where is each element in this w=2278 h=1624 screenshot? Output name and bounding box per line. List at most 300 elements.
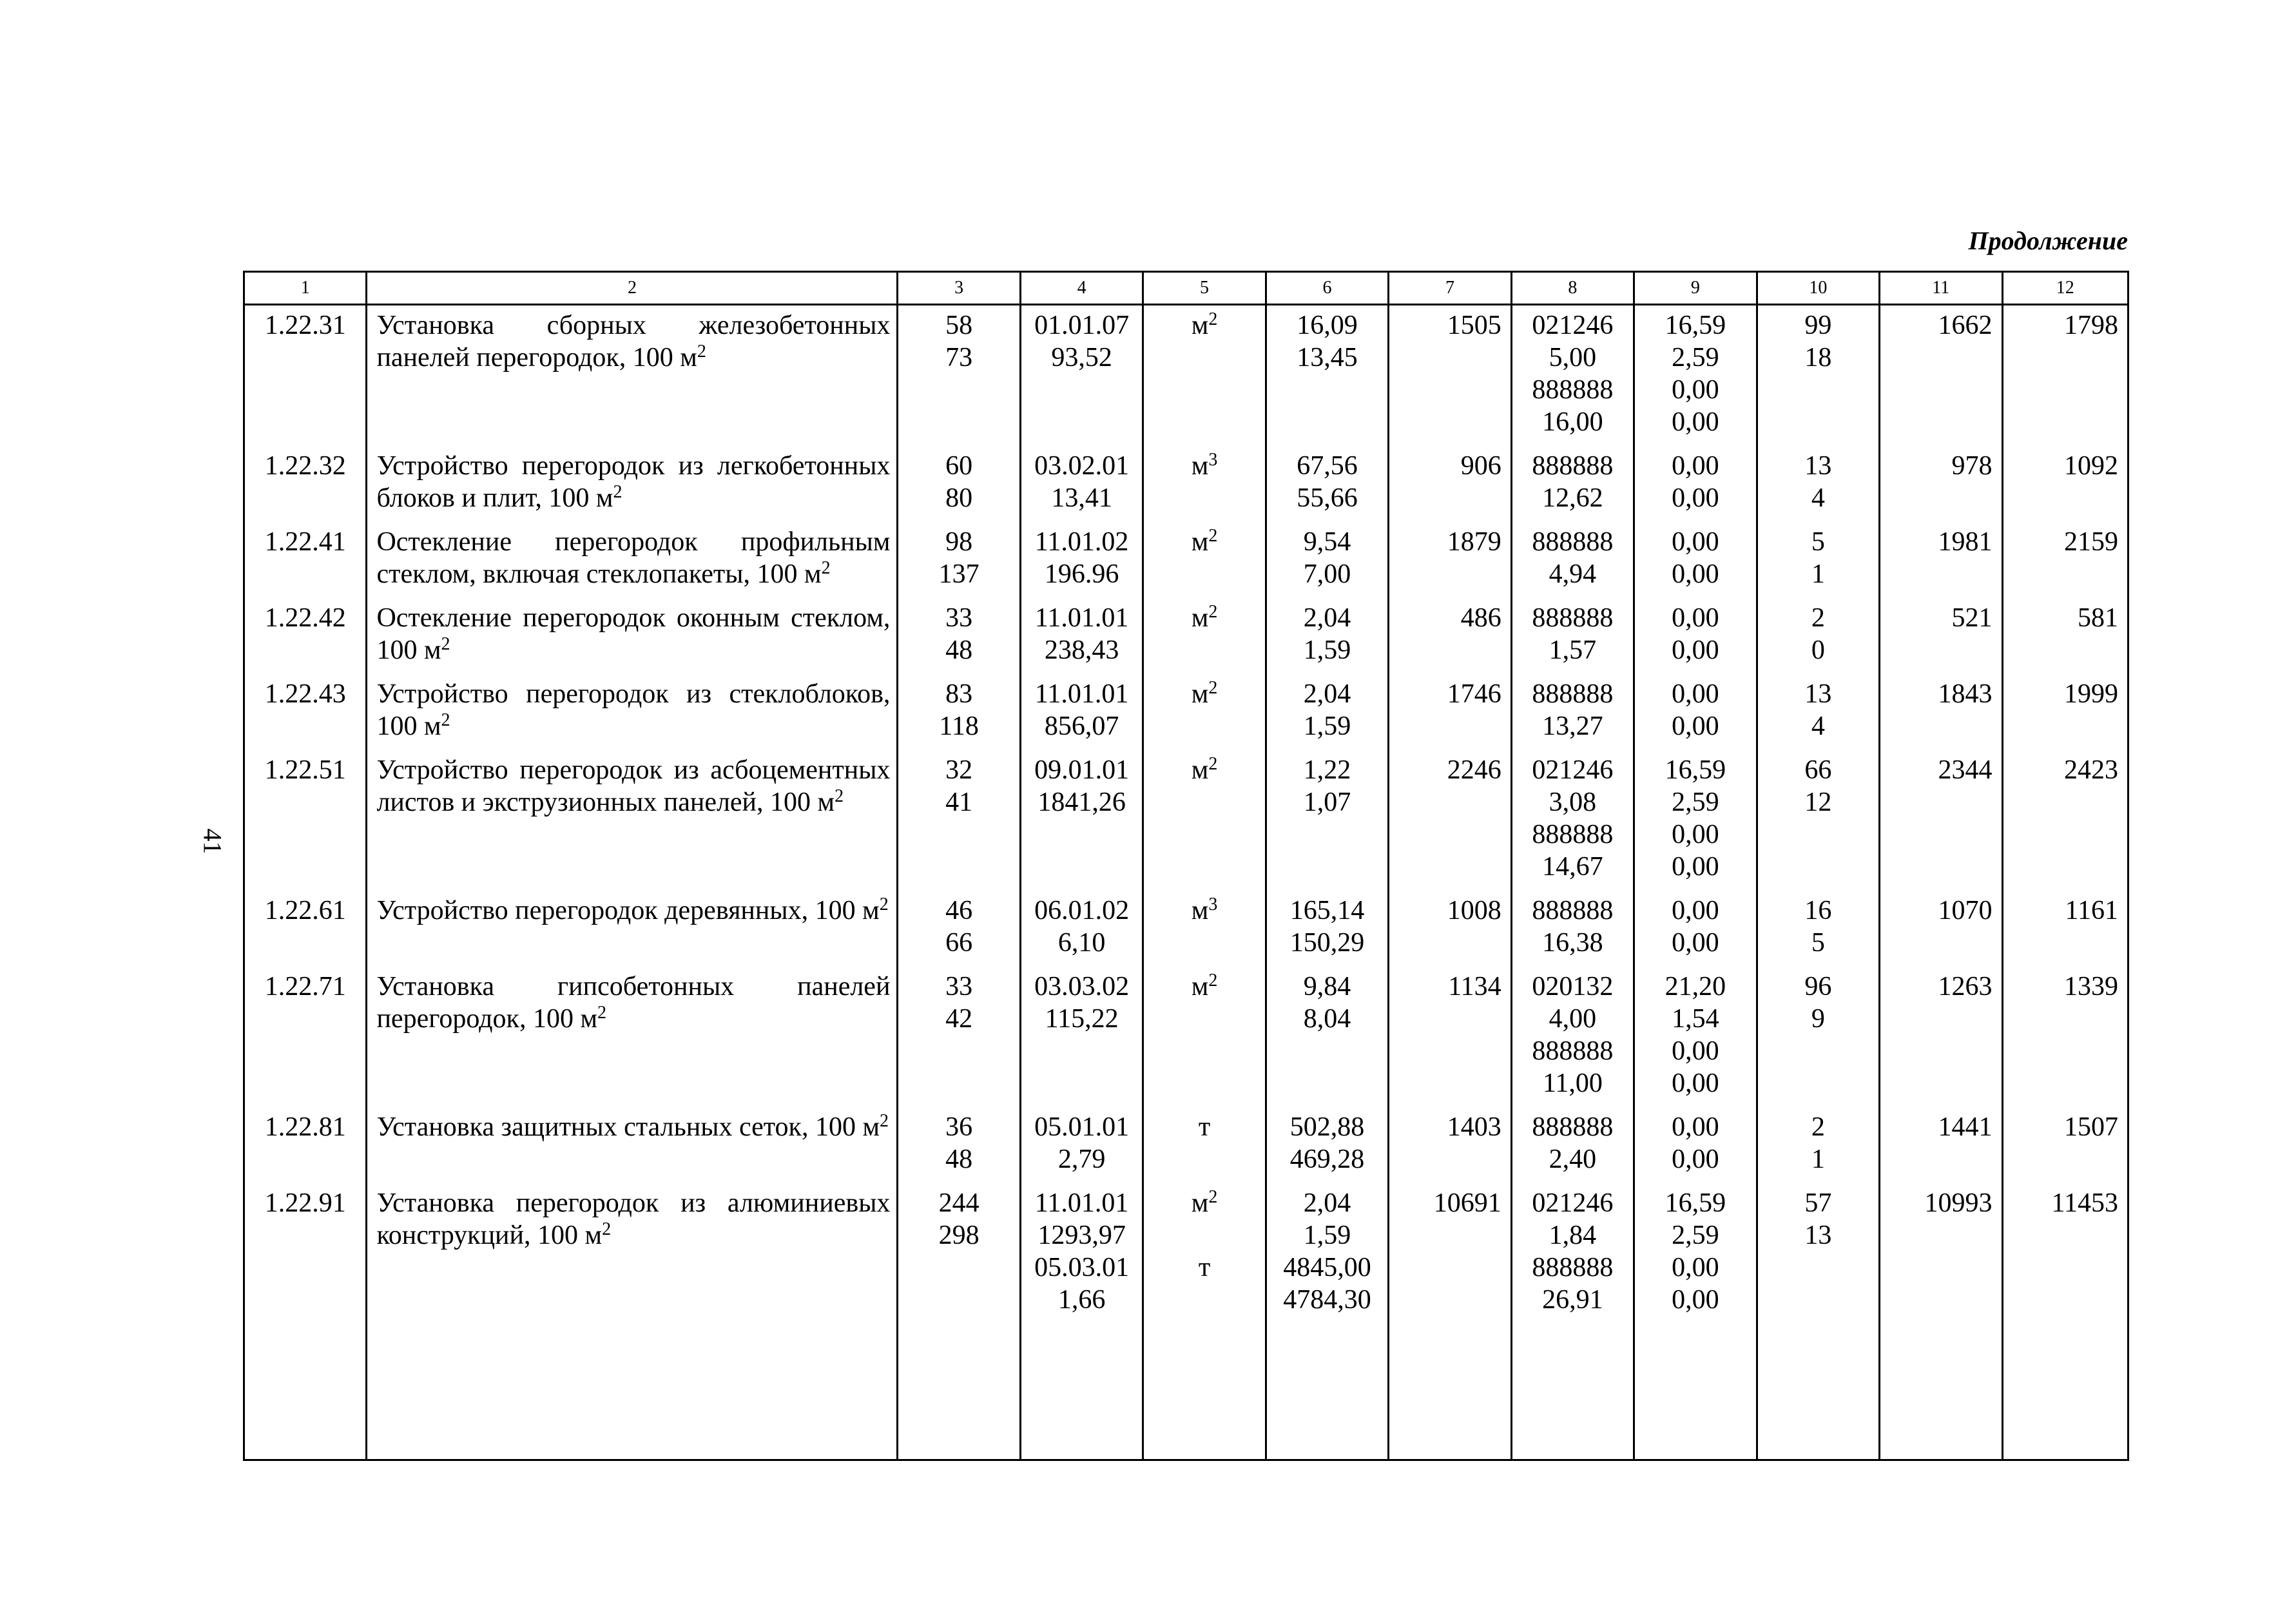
- col11-cell: 521: [1880, 598, 2002, 674]
- cell-line: 888888: [1532, 896, 1614, 925]
- col10-cell: [1757, 1107, 1879, 1183]
- item-name-cell: [367, 891, 898, 967]
- cell-line: 16,59: [1665, 755, 1726, 785]
- col7-cell: 10691: [1389, 1183, 1511, 1324]
- superscript: 2: [441, 710, 450, 730]
- cell-line: 2: [1811, 603, 1825, 633]
- cell-line: 0,00: [1672, 1112, 1719, 1142]
- cell-line: 0,00: [1672, 603, 1719, 633]
- col9-cell: [1634, 891, 1757, 967]
- superscript: 2: [597, 1003, 607, 1023]
- cell-line: 1,22: [1303, 755, 1351, 785]
- cell-line: 4: [1811, 483, 1825, 513]
- cell-line: 55,66: [1297, 483, 1358, 513]
- col3-cell: [898, 522, 1020, 598]
- cell-line: 137: [938, 559, 980, 589]
- col7-cell: 1746: [1389, 674, 1511, 750]
- cell-line: 888888: [1532, 679, 1614, 709]
- col11-cell: 10993: [1880, 1183, 2002, 1324]
- item-code: 1.22.32: [244, 446, 367, 522]
- superscript: 3: [1208, 894, 1218, 914]
- cell-line: 0,00: [1672, 527, 1719, 557]
- cell-line: 888888: [1532, 1253, 1614, 1282]
- col9-cell: [1634, 598, 1757, 674]
- column-header: 4: [1020, 272, 1143, 305]
- cell-line: 11.01.02: [1034, 527, 1129, 557]
- cell-line: 0,00: [1672, 711, 1719, 741]
- cell-line: 0,00: [1672, 559, 1719, 589]
- cell-line: 1: [1811, 1145, 1825, 1174]
- cell-line: 7,00: [1303, 559, 1351, 589]
- col6-cell: [1266, 967, 1388, 1107]
- column-header: 11: [1880, 272, 2002, 305]
- col12-cell: 1161: [2002, 891, 2128, 967]
- cell-line: 0,00: [1672, 407, 1719, 437]
- cell-line: 8,04: [1303, 1004, 1351, 1034]
- item-name-cell: [367, 1107, 898, 1183]
- cell-line: 33: [945, 972, 973, 1001]
- col7-cell: 1008: [1389, 891, 1511, 967]
- cell-line: 021246: [1532, 1188, 1614, 1218]
- column-header: 12: [2002, 272, 2128, 305]
- cell-line: 1293,97: [1038, 1221, 1126, 1250]
- col6-cell: [1266, 891, 1388, 967]
- cell-line: 9,84: [1303, 972, 1351, 1001]
- cell-line: 1841,26: [1038, 788, 1126, 817]
- col11-cell: 1843: [1880, 674, 2002, 750]
- item-name-cell: [367, 1183, 898, 1324]
- item-name: Устройство перегородок из стеклоблоков, 100 м: [376, 679, 891, 741]
- cell-line: 98: [945, 527, 973, 557]
- cell-line: 48: [945, 635, 973, 665]
- unit: [1144, 971, 1264, 1003]
- cell-line: 16,38: [1542, 928, 1603, 958]
- superscript: 2: [1208, 754, 1218, 774]
- empty-cell: [1389, 1324, 1511, 1460]
- superscript: 2: [441, 634, 450, 654]
- cell-line: 2: [1811, 1112, 1825, 1142]
- cell-line: 99: [1804, 311, 1832, 340]
- item-code: 1.22.51: [244, 750, 367, 891]
- unit-cell: [1143, 891, 1266, 967]
- cell-line: 11.01.01: [1034, 1188, 1129, 1218]
- cell-line: 33: [945, 603, 973, 633]
- cell-line: 2,04: [1303, 679, 1351, 709]
- col8-cell: [1511, 750, 1634, 891]
- col12-cell: 1798: [2002, 305, 2128, 447]
- unit-text: м: [1191, 972, 1209, 1001]
- table-header-row: [244, 272, 2128, 305]
- column-header: 8: [1511, 272, 1634, 305]
- col11-cell: 2344: [1880, 750, 2002, 891]
- cell-line: 03.03.02: [1034, 972, 1130, 1001]
- cell-line: 0,00: [1672, 375, 1719, 405]
- superscript: 2: [880, 1111, 889, 1131]
- cell-line: 16,09: [1297, 311, 1358, 340]
- unit: т: [1198, 1253, 1211, 1282]
- item-name-cell: [367, 446, 898, 522]
- table-row: [244, 967, 2128, 1107]
- col10-cell: [1757, 598, 1879, 674]
- cell-line: 16,59: [1665, 1188, 1726, 1218]
- cell-line: 67,56: [1297, 451, 1358, 481]
- col9-cell: [1634, 305, 1757, 447]
- cell-line: 80: [945, 483, 973, 513]
- col8-cell: [1511, 598, 1634, 674]
- col4-cell: [1020, 674, 1143, 750]
- cell-line: 021246: [1532, 755, 1614, 785]
- cell-line: 888888: [1532, 1112, 1614, 1142]
- cell-line: 1,07: [1303, 788, 1351, 817]
- cell-line: 298: [938, 1221, 980, 1250]
- superscript: 2: [1208, 602, 1218, 622]
- cell-line: 1,59: [1303, 1221, 1351, 1250]
- unit-cell: [1143, 522, 1266, 598]
- superscript: 2: [613, 482, 623, 502]
- cell-line: 21,20: [1665, 972, 1726, 1001]
- unit: [1144, 526, 1264, 558]
- item-name: Устройство перегородок деревянных, 100 м: [376, 896, 880, 925]
- cell-line: 6,10: [1057, 928, 1106, 958]
- cell-line: 32: [945, 755, 973, 785]
- item-name: Установка сборных железобетонных панелей перегородок, 100 м: [376, 311, 891, 372]
- cell-line: 13,45: [1297, 343, 1358, 372]
- cell-line: 888888: [1532, 603, 1614, 633]
- col4-cell: [1020, 967, 1143, 1107]
- continuation-label: Продолжение: [1968, 226, 2128, 255]
- col10-cell: [1757, 1183, 1879, 1324]
- item-code: 1.22.41: [244, 522, 367, 598]
- price-table: [243, 271, 2129, 1461]
- cell-line: 1: [1811, 559, 1825, 589]
- item-code: 1.22.61: [244, 891, 367, 967]
- col4-cell: [1020, 1107, 1143, 1183]
- col8-cell: [1511, 674, 1634, 750]
- cell-line: 09.01.01: [1034, 755, 1130, 785]
- empty-cell: [1634, 1324, 1757, 1460]
- cell-line: 93,52: [1051, 343, 1112, 372]
- cell-line: 0,00: [1672, 635, 1719, 665]
- cell-line: 4784,30: [1283, 1285, 1371, 1315]
- item-name-cell: [367, 522, 898, 598]
- col3-cell: [898, 750, 1020, 891]
- unit-cell: [1143, 1107, 1266, 1183]
- empty-cell: [1020, 1324, 1143, 1460]
- unit-cell: [1143, 750, 1266, 891]
- table-row: [244, 598, 2128, 674]
- cell-line: 3,08: [1549, 788, 1597, 817]
- superscript: 2: [1208, 1187, 1218, 1207]
- column-header: 7: [1389, 272, 1511, 305]
- cell-line: 83: [945, 679, 973, 709]
- table-row: [244, 1107, 2128, 1183]
- cell-line: 0,00: [1672, 679, 1719, 709]
- cell-line: 11,00: [1542, 1068, 1603, 1098]
- unit-cell: [1143, 598, 1266, 674]
- col7-cell: 1879: [1389, 522, 1511, 598]
- unit-text: м: [1191, 527, 1209, 557]
- cell-line: 11.01.01: [1034, 679, 1129, 709]
- cell-line: 888888: [1532, 527, 1614, 557]
- col12-cell: 581: [2002, 598, 2128, 674]
- col12-cell: 2159: [2002, 522, 2128, 598]
- cell-line: 5,00: [1549, 343, 1597, 372]
- col4-cell: [1020, 891, 1143, 967]
- cell-line: 0: [1811, 635, 1825, 665]
- unit: [1144, 754, 1264, 786]
- cell-line: 2,59: [1672, 1221, 1719, 1250]
- item-name: Установка гипсобетонных панелей перегородок, 100 м: [376, 972, 891, 1034]
- col10-cell: [1757, 674, 1879, 750]
- item-name: Установка перегородок из алюминиевых конструкций, 100 м: [376, 1188, 891, 1250]
- unit: [1144, 894, 1264, 927]
- cell-line: 73: [945, 343, 973, 372]
- cell-line: 13,27: [1542, 711, 1603, 741]
- cell-line: 57: [1804, 1188, 1832, 1218]
- item-code: 1.22.42: [244, 598, 367, 674]
- col6-cell: [1266, 598, 1388, 674]
- col3-cell: [898, 305, 1020, 447]
- column-header: 10: [1757, 272, 1879, 305]
- unit: [1144, 450, 1264, 482]
- col9-cell: [1634, 967, 1757, 1107]
- column-header: 2: [367, 272, 898, 305]
- col8-cell: [1511, 522, 1634, 598]
- table-row: [244, 305, 2128, 447]
- col3-cell: [898, 446, 1020, 522]
- cell-line: 0,00: [1672, 1036, 1719, 1066]
- cell-line: 9,54: [1303, 527, 1351, 557]
- cell-line: 856,07: [1044, 711, 1119, 741]
- cell-line: 0,00: [1672, 1068, 1719, 1098]
- cell-line: 2,40: [1549, 1145, 1597, 1174]
- cell-line: 5: [1811, 527, 1825, 557]
- col7-cell: 906: [1389, 446, 1511, 522]
- table-row: [244, 891, 2128, 967]
- cell-line: 26,91: [1542, 1285, 1603, 1315]
- unit: [1144, 309, 1264, 342]
- item-name-cell: [367, 674, 898, 750]
- col7-cell: 1505: [1389, 305, 1511, 447]
- superscript: 2: [821, 558, 831, 578]
- table-filler-row: [244, 1324, 2128, 1460]
- cell-line: 2,04: [1303, 603, 1351, 633]
- cell-line: 0,00: [1672, 1285, 1719, 1315]
- col4-cell: [1020, 750, 1143, 891]
- cell-line: 1,84: [1549, 1221, 1597, 1250]
- cell-line: 58: [945, 311, 973, 340]
- col10-cell: [1757, 750, 1879, 891]
- table-row: [244, 1183, 2128, 1324]
- cell-line: 13: [1804, 679, 1832, 709]
- column-header: 6: [1266, 272, 1388, 305]
- cell-line: 244: [938, 1188, 980, 1218]
- col8-cell: [1511, 1183, 1634, 1324]
- item-code: 1.22.31: [244, 305, 367, 447]
- col7-cell: 1403: [1389, 1107, 1511, 1183]
- col12-cell: 1092: [2002, 446, 2128, 522]
- col10-cell: [1757, 522, 1879, 598]
- cell-line: 5: [1811, 928, 1825, 958]
- col4-cell: [1020, 522, 1143, 598]
- cell-line: 13: [1804, 1221, 1832, 1250]
- col11-cell: 1441: [1880, 1107, 2002, 1183]
- col12-cell: 2423: [2002, 750, 2128, 891]
- cell-line: 502,88: [1289, 1112, 1365, 1142]
- cell-line: 118: [939, 711, 979, 741]
- col10-cell: [1757, 891, 1879, 967]
- table-row: [244, 750, 2128, 891]
- cell-line: 12: [1804, 788, 1832, 817]
- cell-line: 96: [1804, 972, 1832, 1001]
- col9-cell: [1634, 1107, 1757, 1183]
- cell-line: 238,43: [1044, 635, 1119, 665]
- cell-line: 021246: [1532, 311, 1614, 340]
- table-row: [244, 522, 2128, 598]
- cell-line: 165,14: [1289, 896, 1365, 925]
- cell-line: 05.03.01: [1034, 1253, 1130, 1282]
- empty-cell: [1143, 1324, 1266, 1460]
- col9-cell: [1634, 674, 1757, 750]
- col12-cell: 1507: [2002, 1107, 2128, 1183]
- cell-line: 12,62: [1542, 483, 1603, 513]
- item-name-cell: [367, 750, 898, 891]
- col11-cell: 978: [1880, 446, 2002, 522]
- item-name: Остекление перегородок профильным стеклом, включая стеклопакеты, 100 м: [376, 527, 891, 589]
- col3-cell: [898, 967, 1020, 1107]
- cell-line: 1,59: [1303, 711, 1351, 741]
- cell-line: 2,04: [1303, 1188, 1351, 1218]
- col6-cell: [1266, 674, 1388, 750]
- cell-line: 888888: [1532, 375, 1614, 405]
- cell-line: 2,79: [1057, 1145, 1106, 1174]
- unit-text: м: [1191, 311, 1209, 340]
- item-name: Устройство перегородок из легкобетонных блоков и плит, 100 м: [376, 451, 891, 513]
- unit-text: м: [1191, 896, 1209, 925]
- cell-line: 150,29: [1289, 928, 1365, 958]
- superscript: 3: [1208, 450, 1218, 470]
- cell-line: 13,41: [1051, 483, 1112, 513]
- col8-cell: [1511, 891, 1634, 967]
- cell-line: 888888: [1532, 451, 1614, 481]
- item-name: Устройство перегородок из асбоцементных листов и экструзионных панелей, 100 м: [376, 755, 891, 817]
- column-header: 3: [898, 272, 1020, 305]
- superscript: 2: [1208, 309, 1218, 329]
- unit-cell: [1143, 674, 1266, 750]
- col12-cell: 11453: [2002, 1183, 2128, 1324]
- cell-line: 16,59: [1665, 311, 1726, 340]
- col8-cell: [1511, 967, 1634, 1107]
- col6-cell: [1266, 1107, 1388, 1183]
- col10-cell: [1757, 446, 1879, 522]
- cell-line: 14,67: [1542, 852, 1603, 882]
- cell-line: 36: [945, 1112, 973, 1142]
- item-name: Установка защитных стальных сеток, 100 м: [376, 1112, 880, 1142]
- col9-cell: [1634, 522, 1757, 598]
- col3-cell: [898, 1107, 1020, 1183]
- col7-cell: 1134: [1389, 967, 1511, 1107]
- col4-cell: [1020, 598, 1143, 674]
- cell-line: 0,00: [1672, 451, 1719, 481]
- empty-cell: [1880, 1324, 2002, 1460]
- cell-line: 196.96: [1044, 559, 1119, 589]
- col8-cell: [1511, 1107, 1634, 1183]
- cell-line: 05.01.01: [1034, 1112, 1130, 1142]
- cell-line: 03.02.01: [1034, 451, 1130, 481]
- cell-line: 888888: [1532, 1036, 1614, 1066]
- unit: [1144, 678, 1264, 710]
- empty-cell: [898, 1324, 1020, 1460]
- empty-cell: [1757, 1324, 1879, 1460]
- cell-line: 11.01.01: [1034, 603, 1129, 633]
- item-name-cell: [367, 305, 898, 447]
- col3-cell: [898, 598, 1020, 674]
- item-code: 1.22.71: [244, 967, 367, 1107]
- cell-line: 020132: [1532, 972, 1614, 1001]
- cell-line: 9: [1811, 1004, 1825, 1034]
- item-code: 1.22.43: [244, 674, 367, 750]
- table-row: [244, 674, 2128, 750]
- col11-cell: 1662: [1880, 305, 2002, 447]
- cell-line: 06.01.02: [1034, 896, 1130, 925]
- cell-line: 4845,00: [1283, 1253, 1371, 1282]
- col9-cell: [1634, 1183, 1757, 1324]
- cell-line: 1,57: [1549, 635, 1597, 665]
- col6-cell: [1266, 522, 1388, 598]
- item-code: 1.22.91: [244, 1183, 367, 1324]
- superscript: 2: [1208, 971, 1218, 991]
- table-row: [244, 446, 2128, 522]
- cell-line: 66: [945, 928, 973, 958]
- empty-cell: [244, 1324, 367, 1460]
- col10-cell: [1757, 967, 1879, 1107]
- cell-line: 1,59: [1303, 635, 1351, 665]
- empty-cell: [367, 1324, 898, 1460]
- page-number: 41: [198, 828, 227, 855]
- superscript: 2: [835, 786, 844, 806]
- unit-cell: [1143, 305, 1266, 447]
- unit-cell: [1143, 446, 1266, 522]
- item-code: 1.22.81: [244, 1107, 367, 1183]
- unit-text: м: [1191, 755, 1209, 785]
- cell-line: 60: [945, 451, 973, 481]
- unit-text: м: [1191, 1188, 1209, 1218]
- col7-cell: 486: [1389, 598, 1511, 674]
- col8-cell: [1511, 446, 1634, 522]
- col3-cell: [898, 674, 1020, 750]
- cell-line: 48: [945, 1145, 973, 1174]
- cell-line: 0,00: [1672, 1253, 1719, 1282]
- cell-line: 2,59: [1672, 788, 1719, 817]
- col11-cell: 1263: [1880, 967, 2002, 1107]
- col6-cell: [1266, 305, 1388, 447]
- cell-line: 0,00: [1672, 928, 1719, 958]
- superscript: 2: [1208, 678, 1218, 698]
- cell-line: 888888: [1532, 820, 1614, 849]
- cell-line: 4,94: [1549, 559, 1597, 589]
- cell-line: 0,00: [1672, 820, 1719, 849]
- cell-line: 01.01.07: [1034, 311, 1130, 340]
- superscript: 2: [1208, 526, 1218, 546]
- cell-line: 16: [1804, 896, 1832, 925]
- col10-cell: [1757, 305, 1879, 447]
- cell-line: 0,00: [1672, 483, 1719, 513]
- col4-cell: [1020, 446, 1143, 522]
- empty-cell: [1511, 1324, 1634, 1460]
- unit-text: т: [1198, 1112, 1211, 1142]
- col9-cell: [1634, 750, 1757, 891]
- col6-cell: [1266, 1183, 1388, 1324]
